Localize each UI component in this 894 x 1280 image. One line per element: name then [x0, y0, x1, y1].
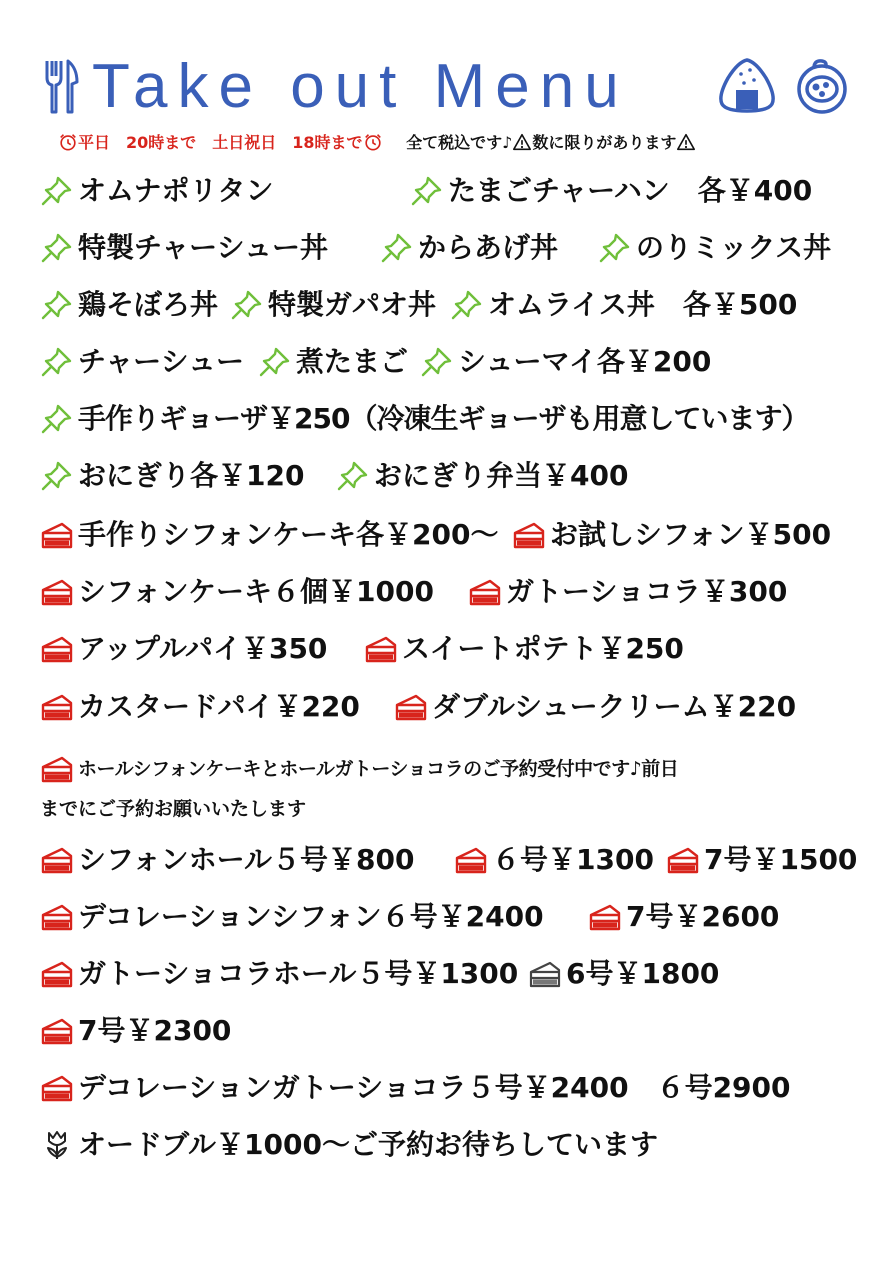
- tulip-icon: [40, 1129, 74, 1161]
- menu-item: からあげ丼: [380, 229, 558, 267]
- cake-icon: [666, 844, 700, 876]
- pin-icon: [40, 232, 74, 264]
- menu-item: たまごチャーハン 各￥400: [410, 172, 812, 210]
- ramen-bowl-icon: [792, 56, 852, 114]
- menu-item: おにぎり弁当￥400: [336, 457, 628, 495]
- menu-item: 手作りギョーザ￥250（冷凍生ギョーザも用意しています）: [40, 400, 808, 438]
- menu-item: のりミックス丼: [598, 229, 831, 267]
- menu-item: 煮たまご: [258, 343, 408, 381]
- cake-icon: [512, 519, 546, 551]
- cake-icon: [40, 1015, 74, 1047]
- menu-item: オムナポリタン: [40, 172, 273, 210]
- pin-icon: [40, 403, 74, 435]
- pin-icon: [420, 346, 454, 378]
- cake-icon: [40, 753, 74, 785]
- cake-icon: [588, 901, 622, 933]
- cake-icon: [468, 576, 502, 608]
- cake-icon: [364, 633, 398, 665]
- menu-item: ホールシフォンケーキとホールガトーショコラのご予約受付中です♪前日: [40, 750, 678, 788]
- menu-item: おにぎり各￥120: [40, 457, 304, 495]
- menu-item: オムライス丼 各￥500: [450, 286, 797, 324]
- menu-item: 特製チャーシュー丼: [40, 229, 328, 267]
- menu-item: スイートポテト￥250: [364, 630, 684, 668]
- menu-item: までにご予約お願いいたします: [40, 798, 307, 820]
- cake-icon: [40, 844, 74, 876]
- pin-icon: [336, 460, 370, 492]
- onigiri-icon: [716, 56, 778, 114]
- pin-icon: [410, 175, 444, 207]
- menu-item: 7号￥2300: [40, 1012, 231, 1050]
- pin-icon: [40, 289, 74, 321]
- menu-item: デコレーションシフォン６号￥2400: [40, 898, 544, 936]
- warning-icon: [676, 132, 696, 152]
- cake-icon: [40, 519, 74, 551]
- cake-icon: [40, 1072, 74, 1104]
- menu-item: デコレーションガトーショコラ５号￥2400 ６号2900: [40, 1069, 791, 1107]
- alarm-clock-icon: [58, 132, 78, 152]
- menu-item: 7号￥2600: [588, 898, 779, 936]
- pin-icon: [258, 346, 292, 378]
- menu-item: ガトーショコラホール５号￥1300: [40, 955, 518, 993]
- business-hours-line: [58, 130, 696, 156]
- alarm-clock-icon: [363, 132, 383, 152]
- menu-item: シューマイ各￥200: [420, 343, 711, 381]
- pin-icon: [380, 232, 414, 264]
- menu-item: チャーシュー: [40, 343, 244, 381]
- warning-icon: [512, 132, 532, 152]
- page-title: Take out Menu: [92, 52, 629, 121]
- menu-item: 手作りシフォンケーキ各￥200～: [40, 516, 499, 554]
- menu-item: 6号￥1800: [528, 955, 719, 993]
- cake-icon: [40, 691, 74, 723]
- menu-item: お試しシフォン￥500: [512, 516, 831, 554]
- cake-icon: [454, 844, 488, 876]
- pin-icon: [450, 289, 484, 321]
- menu-item: シフォンケーキ６個￥1000: [40, 573, 434, 611]
- menu-item: アップルパイ￥350: [40, 630, 327, 668]
- menu-item: カスタードパイ￥220: [40, 688, 360, 726]
- cake-icon: [40, 901, 74, 933]
- pin-icon: [598, 232, 632, 264]
- menu-item: 7号￥1500: [666, 841, 857, 879]
- menu-item: ダブルシュークリーム￥220: [394, 688, 796, 726]
- fork-knife-icon: [44, 58, 80, 116]
- menu-item: オードブル￥1000～ご予約お待ちしています: [40, 1126, 658, 1164]
- cake-icon: [394, 691, 428, 723]
- cake-icon: [528, 958, 562, 990]
- pin-icon: [40, 460, 74, 492]
- stock-note: 数に限りがあります: [532, 133, 677, 152]
- pin-icon: [40, 175, 74, 207]
- menu-item: ガトーショコラ￥300: [468, 573, 787, 611]
- menu-item: 特製ガパオ丼: [230, 286, 436, 324]
- cake-icon: [40, 958, 74, 990]
- cake-icon: [40, 633, 74, 665]
- menu-item: ６号￥1300: [454, 841, 654, 879]
- cake-icon: [40, 576, 74, 608]
- pin-icon: [40, 346, 74, 378]
- menu-item: 鶏そぼろ丼: [40, 286, 218, 324]
- pin-icon: [230, 289, 264, 321]
- business-hours: 平日 20時まで 土日祝日 18時まで: [78, 133, 363, 152]
- menu-item: シフォンホール５号￥800: [40, 841, 415, 879]
- tax-note: 全て税込です♪: [406, 133, 513, 152]
